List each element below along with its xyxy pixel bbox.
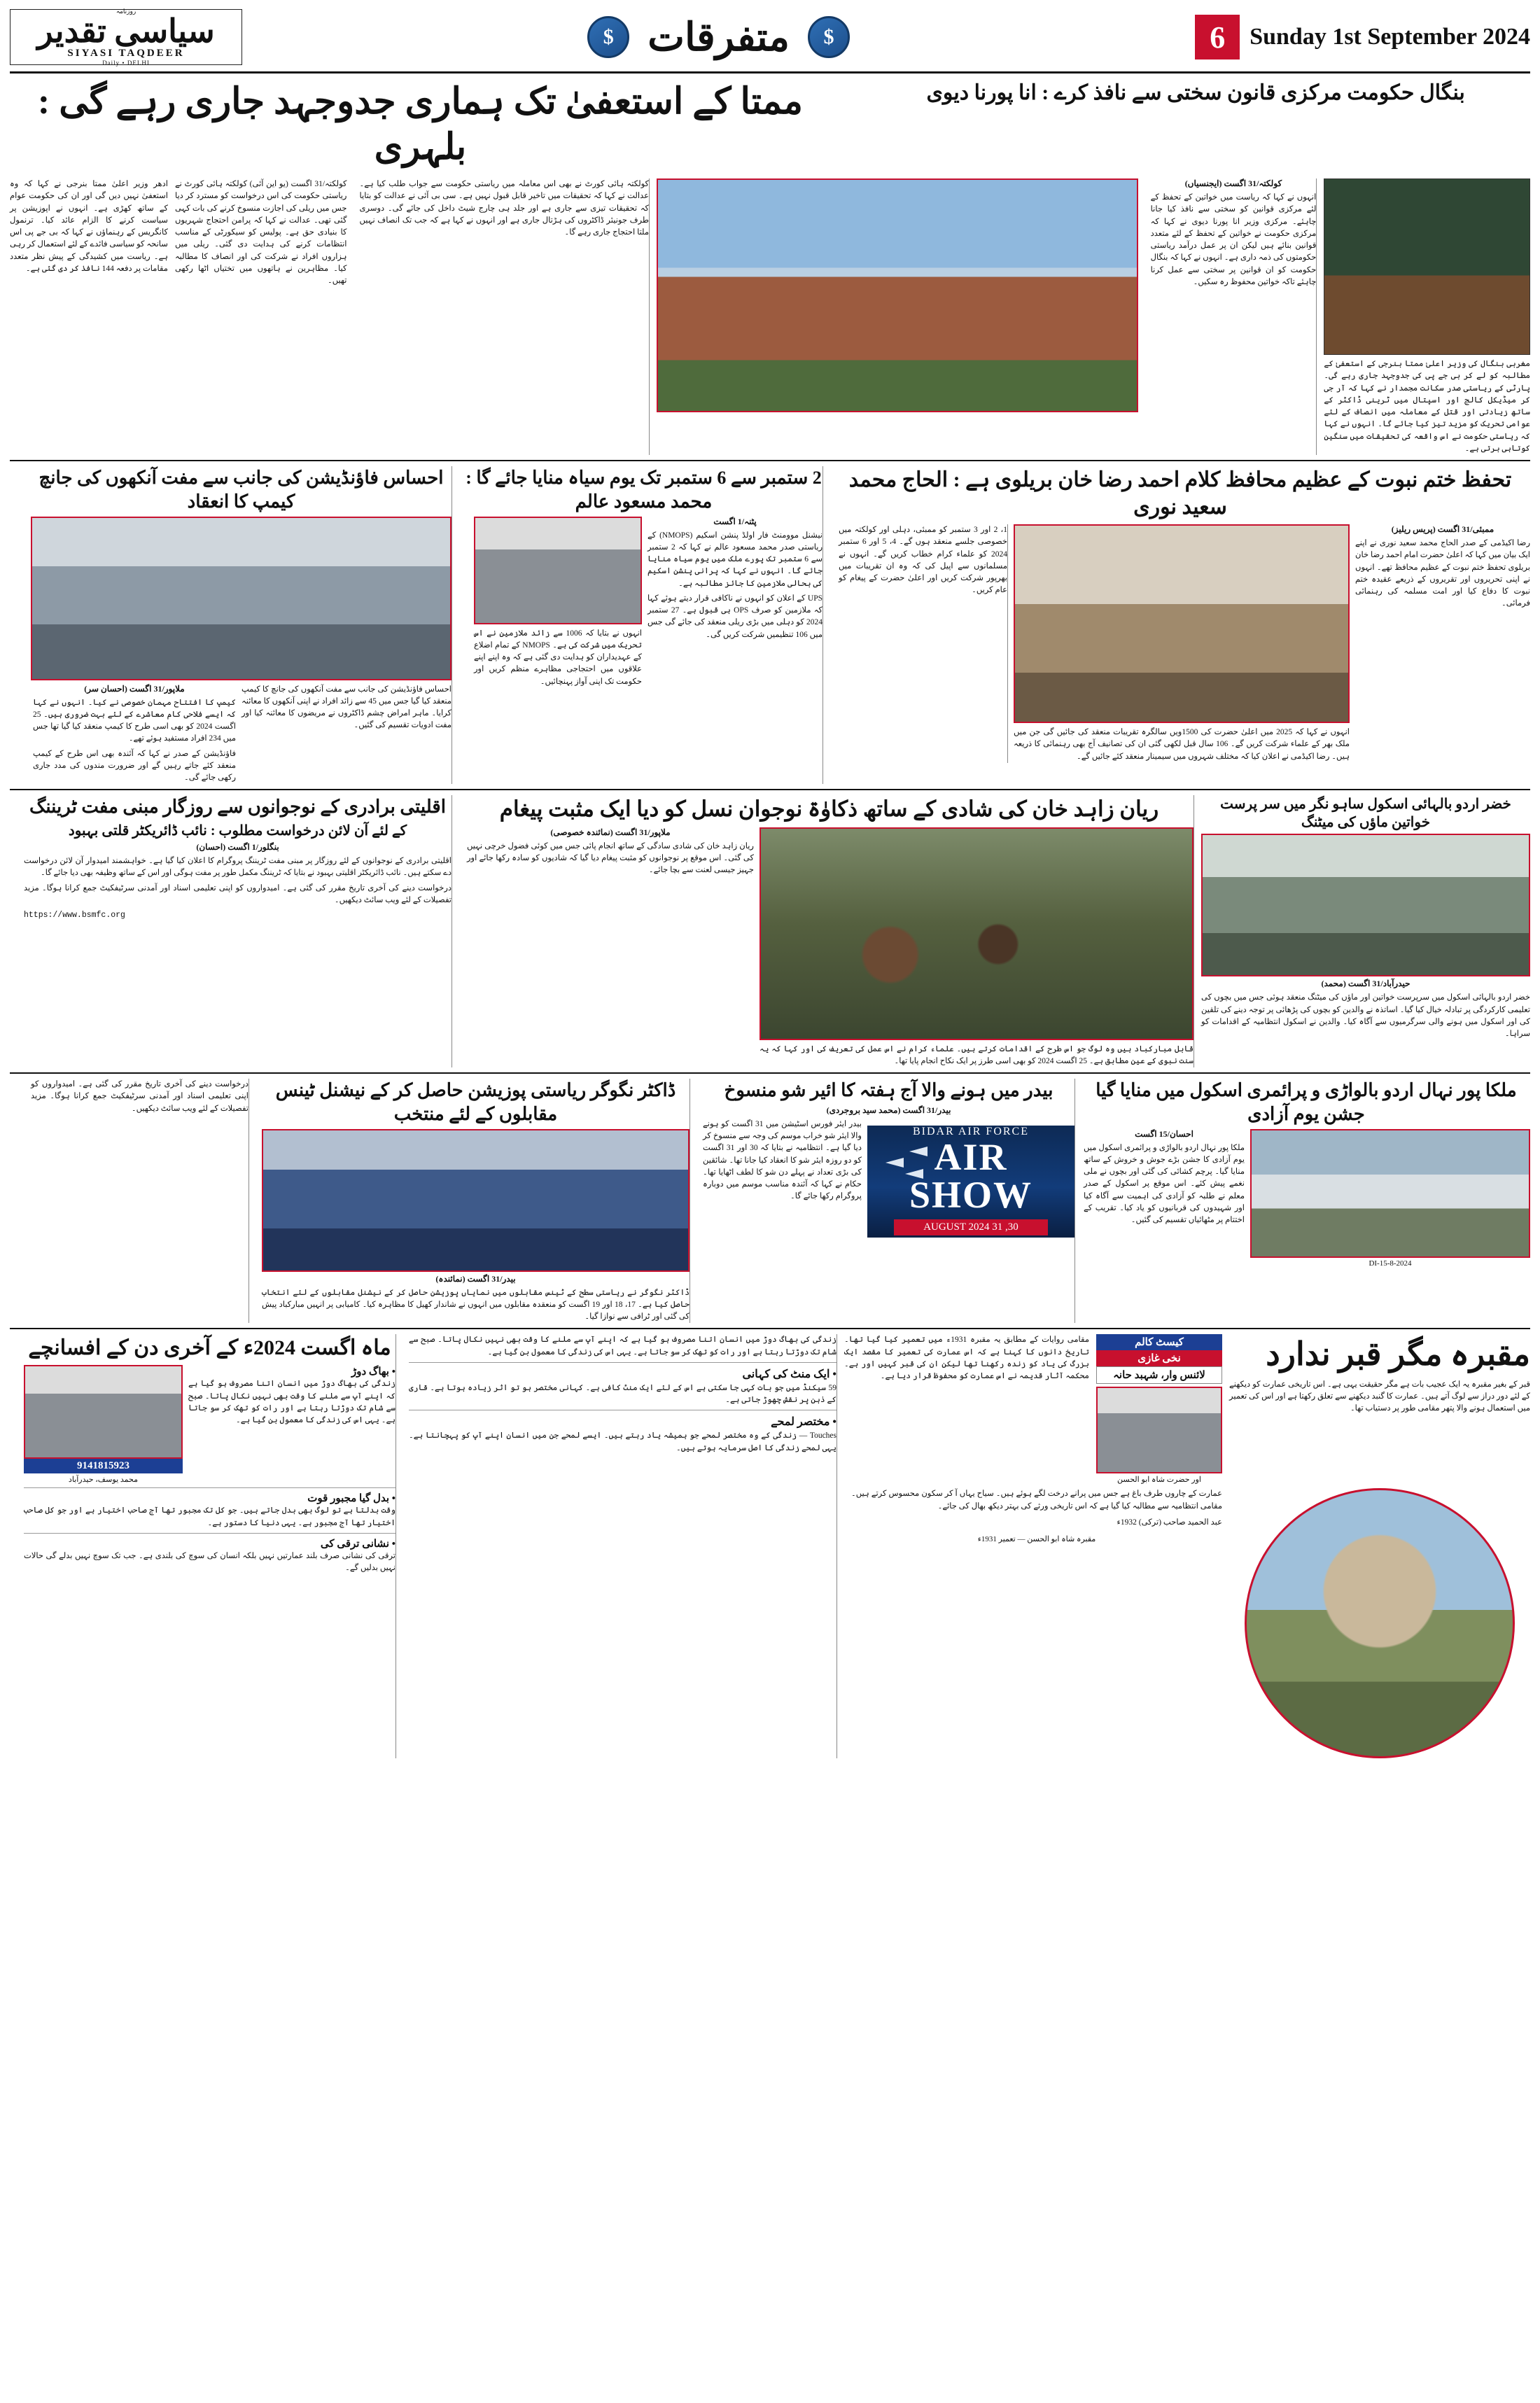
airshow-banner-sub: BIDAR AIR FORCE bbox=[912, 1125, 1029, 1137]
ehsaas-text-3: فاؤنڈیشن کے صدر نے کہا کہ آئندہ بھی اس طرح کے کیمپ منعقد کئے جاتے رہیں گے اور ضرورت مندوں کی مدد جاری رکھی جائے گی۔ bbox=[33, 749, 236, 783]
nikah-text-2: قابل مبارکباد ہیں وہ لوگ جو اس طرح کے اقدامات کرتے ہیں۔ علماء کرام نے اس عمل کی تعریف کی اور کہا کہ یہ سنت نبوی کے عین مطابق ہے۔ 25 اگست 2024 کو بھی اسی طرز پر ایک نکاح انجام پایا تھا۔ bbox=[760, 1044, 1194, 1065]
tomb-headline: مقبرہ مگر قبر ندارد bbox=[1266, 1336, 1530, 1373]
touches-item-1-title: • ایک منٹ کی کہانی bbox=[742, 1368, 836, 1380]
ehsaas-text-2: کیمپ کا افتتاح مہمان خصوصی نے کیا۔ انہوں نے کہا کہ ایسے فلاحی کام معاشرے کے لئے بہت ضروری ہیں۔ 25 اگست 2024 کو بھی اسی طرح کا کیمپ منعقد کیا گیا تھا جس میں 234 افراد مستفید ہوئے تھے۔ bbox=[33, 698, 236, 743]
breilvi-headline: تحفظ ختم نبوت کے عظیم محافظ کلام احمد رضا خان بریلوی ہے : الحاج محمد سعید نوری bbox=[848, 468, 1512, 519]
training-text-1: اقلیتی برادری کے نوجوانوں کے لئے روزگار پر مبنی مفت ٹریننگ پروگرام کا اعلان کیا گیا ہے۔ خواہشمند امیدوار آن لائن درخواست دے سکتے ہیں۔ نائب ڈائریکٹر اقلیتی بہبود نے بتایا کہ ٹریننگ مکمل طور پر مفت ہوگی اور اس کے ساتھ وظیفہ بھی دیا جائے گا۔ bbox=[24, 857, 451, 878]
tomb-text-1: قبر کے بغیر مقبرہ یہ ایک عجیب بات ہے مگر حقیقت یہی ہے۔ اس تاریخی عمارت کو دیکھنے کے لئے دور دراز سے لوگ آتے ہیں۔ عمارت کا گنبد دیکھنے سے تعلق رکھتا ہے اور اس کی تعمیر میں استعمال ہونے والا پتھر مقامی طور پر دستیاب تھا۔ bbox=[1229, 1380, 1530, 1413]
story-independence bbox=[1082, 1079, 1530, 1323]
column-tomb bbox=[844, 1334, 1530, 1758]
tennis-headline: ڈاکٹر نگوگر ریاستی پوزیشن حاصل کر کے نیشنل ٹینس مقابلوں کے لئے منتخب bbox=[275, 1080, 676, 1124]
tennis-text: ڈاکٹر نگوگر نے ریاستی سطح کے ٹینس مقابلوں میں نمایاں پوزیشن حاصل کر کے نیشنل مقابلوں کے لئے انتخاب حاصل کیا ہے۔ 17، 18 اور 19 اگست کو منعقدہ مقابلوں میں انہوں نے شاندار کھیل کا مظاہرہ کیا۔ کامیابی پر انہیں مبارکباد پیش کی گئی اور ٹرافی سے نوازا گیا۔ bbox=[262, 1288, 690, 1322]
ehsaas-text-1: احساس فاؤنڈیشن کی جانب سے مفت آنکھوں کی جانچ کا کیمپ منعقد کیا گیا جس میں 45 سے زائد افراد نے اپنی آنکھوں کا معائنہ کرایا۔ ماہر امراض چشم ڈاکٹروں نے مریضوں کا معائنہ کیا اور مفت ادویات تقسیم کی گئیں۔ bbox=[241, 685, 451, 730]
airshow-headline: بیدر میں ہونے والا آج ہفتہ کا ائیر شو منسوخ bbox=[724, 1080, 1054, 1101]
story-nikah bbox=[459, 795, 1194, 1067]
lead-text-1: مغربی بنگال کی وزیر اعلیٰ ممتا بنرجی کے استعفیٰ کے مطالبہ کو لے کر بی جے پی کی جدوجہد جاری رہے گی۔ پارٹی کے ریاستی صدر سکانت مجمدار نے کہا کہ آر جی کر میڈیکل کالج اور اسپتال میں ٹرینی ڈاکٹر کے ساتھ زیادتی اور قتل کے معاملہ میں انصاف کے لئے عوامی تحریک کو مزید تیز کیا جائے گا۔ انہوں نے کہا کہ ریاستی حکومت نے اس واقعہ کی تحقیقات میں سنگین کوتاہی برتی ہے۔ bbox=[1324, 360, 1530, 453]
school-meeting-photo bbox=[1201, 834, 1530, 976]
august-item-2-text: وقت بدلتا ہے تو لوگ بھی بدل جاتے ہیں۔ جو کل تک مجبور تھا آج صاحب اختیار ہے اور جو کل صاحب اختیار تھا آج مجبور ہے۔ یہی دنیا کا دستور ہے۔ bbox=[24, 1506, 396, 1527]
tomb-footer-note: عبد الحمید صاحب (ترکی) 1932ء bbox=[1116, 1518, 1222, 1527]
august-item-2-title: • بدل گیا مجبور قوت bbox=[307, 1493, 396, 1505]
story-nmops bbox=[459, 466, 823, 784]
lead-photo-left bbox=[1324, 178, 1530, 355]
band-four-spare-text: درخواست دینے کی آخری تاریخ مقرر کی گئی ہے۔ امیدواروں کو اپنی تعلیمی اسناد اور آمدنی سرٹیفکیٹ جمع کرانا ہوگا۔ مزید تفصیلات کے لئے ویب سائٹ دیکھیں۔ bbox=[31, 1080, 248, 1113]
nmops-text-1: نیشنل موومنٹ فار اولڈ پنشن اسکیم (NMOPS) کے ریاستی صدر محمد مسعود عالم نے کہا کہ 2 ستمبر سے 6 ستمبر تک پورے ملک میں یوم سیاہ منایا جائے گا۔ انہوں نے کہا کہ پرانی پنشن اسکیم کی بحالی ملازمین کا جائز مطالبہ ہے۔ bbox=[648, 531, 822, 588]
independence-photo bbox=[1250, 1129, 1530, 1258]
tomb-badge-line-3: لائنس وار، شہبد حانہ bbox=[1096, 1366, 1222, 1384]
august-author-name: محمد یوسف، حیدرآباد bbox=[68, 1476, 139, 1485]
lead-text-2: انہوں نے کہا کہ ریاست میں خواتین کے تحفظ کے لئے مرکزی قوانین کو سختی سے نافذ کیا جانا چاہئے۔ مرکزی وزیر انا پورنا دیوی نے کہا کہ مرکزی حکومت نے خواتین کے تحفظ کے لئے متعدد قوانین بنائے ہیں لیکن ان پر عمل درآمد ریاستی حکومتوں کی ذمہ داری ہے۔ انہوں نے کہا کہ بنگال حکومت کو ان قوانین پر سختی سے عمل کرنا چاہئے تاکہ خواتین محفوظ رہ سکیں۔ bbox=[1150, 193, 1317, 286]
training-website[interactable]: https://www.bsmfc.org bbox=[24, 911, 125, 920]
band-three bbox=[10, 795, 1530, 1067]
story-breilvi bbox=[830, 466, 1530, 784]
nmops-text-2: انہوں نے بتایا کہ 1006 سے زائد ملازمین نے اس تحریک میں شرکت کی ہے۔ NMOPS کے تمام اضلاع کے عہدیداران کو ہدایت دی گئی ہے کہ وہ اپنے اپنے علاقوں میں احتجاجی مظاہرے منظم کریں اور حکومت تک اپنی آواز پہنچائیں۔ bbox=[474, 629, 642, 686]
lead-text-5: ادھر وزیر اعلیٰ ممتا بنرجی نے کہا کہ وہ استعفیٰ نہیں دیں گی اور ان کی حکومت عوام کے ساتھ کھڑی ہے۔ انہوں نے اپوزیشن پر سیاست کرنے کا الزام عائد کیا۔ ترنمول کانگریس کے رہنماؤں نے کہا کہ بی جے پی اس سانحہ کو سیاسی فائدے کے لئے استعمال کر رہی ہے۔ ریاست میں کشیدگی کے پیش نظر متعدد مقامات پر دفعہ 144 نافذ کر دی گئی ہے۔ bbox=[10, 180, 168, 273]
lead-text-4: کولکتہ/31 اگست (یو این آئی) کولکتہ ہائی کورٹ نے ریاستی حکومت کی اس درخواست کو مسترد کر دیا جس میں ریلی کی اجازت منسوخ کرنے کی بات کہی گئی تھی۔ عدالت نے کہا کہ پرامن احتجاج شہریوں کا بنیادی حق ہے۔ پولیس کو سیکورٹی کے مناسب انتظامات کرنے کی ہدایت دی گئی۔ ریلی میں ہزاروں افراد نے شرکت کی اور انصاف کا مطالبہ کیا۔ مظاہرین نے ہاتھوں میں تختیاں اٹھا رکھی تھیں۔ bbox=[174, 180, 347, 285]
section-title-block bbox=[242, 15, 1195, 60]
nikah-byline: ملاپور/31 اگست (نمائندہ خصوصی) bbox=[550, 827, 671, 837]
breilvi-byline: ممبئی/31 اگست (پریس ریلیز) bbox=[1391, 524, 1494, 534]
august-item-1-title: • بھاگ دوڑ bbox=[351, 1366, 396, 1378]
training-text-2: درخواست دینے کی آخری تاریخ مقرر کی گئی ہے۔ امیدواروں کو اپنی تعلیمی اسناد اور آمدنی سرٹیفکیٹ جمع کرانا ہوگا۔ مزید تفصیلات کے لئے ویب سائٹ دیکھیں۔ bbox=[24, 883, 451, 904]
column-august bbox=[18, 1334, 396, 1758]
tomb-photo bbox=[1245, 1488, 1515, 1758]
story-training bbox=[18, 795, 452, 1067]
nikah-photo bbox=[760, 827, 1194, 1040]
tomb-badge-line-2: نخی غازی bbox=[1096, 1350, 1222, 1366]
independence-headline: ملکا پور نہال اردو بالواڑی و پرائمری اسکول میں منایا گیا جشن یوم آزادی bbox=[1096, 1080, 1517, 1124]
band-five bbox=[10, 1334, 1530, 1758]
breilvi-text-2: انہوں نے کہا کہ 2025 میں اعلیٰ حضرت کی 1500ویں سالگرہ تقریبات منعقد کی جائیں گی جن میں ملک بھر کے علماء شرکت کریں گے۔ 106 سال قبل لکھی گئی ان کی تصانیف آج بھی رہنمائی کا ذریعہ ہیں۔ رضا اکیڈمی نے اعلان کیا کہ مختلف شہروں میں سیمینار منعقد کئے جائیں گے۔ bbox=[1014, 728, 1350, 761]
story-ehsaas bbox=[25, 466, 452, 784]
touches-intro: زندگی کی بھاگ دوڑ میں انسان اتنا مصروف ہو گیا ہے کہ اپنے آپ سے ملنے کا وقت بھی نہیں نکال پاتا۔ صبح سے شام تک دوڑتا رہتا ہے اور رات کو تھک کر سو جاتا ہے۔ یہی اس کی زندگی کا معمول بن گیا ہے۔ bbox=[409, 1336, 836, 1357]
airshow-text: بیدر ایئر فورس اسٹیشن میں 31 اگست کو ہونے والا ایئر شو خراب موسم کی وجہ سے منسوخ کر دیا گیا ہے۔ انتظامیہ نے بتایا کہ 30 اور 31 اگست کو دو روزہ ایئر شو کا انعقاد کیا جانا تھا۔ شائقین کی بڑی تعداد نے پہلے دن شو کا لطف اٹھایا تھا۔ حکام نے کہا کہ آئندہ مناسب موسم میں دوبارہ پروگرام رکھا جائے گا۔ bbox=[703, 1119, 862, 1201]
nikah-text-1: ریان زاہد خان کی شادی سادگی کے ساتھ انجام پائی جس میں کوئی فضول خرچی نہیں کی گئی۔ اس موقع پر نوجوانوں کو مثبت پیغام دیا گیا کہ شادیوں کو سادہ رکھا جائے اور جہیز جیسی لعنت سے بچا جائے۔ bbox=[467, 841, 754, 875]
august-author-photo bbox=[24, 1365, 183, 1459]
lead-photo-center bbox=[657, 178, 1138, 412]
date-block bbox=[1195, 15, 1530, 59]
school-meeting-headline: خضر اردو بالہائی اسکول ساہو نگر میں سر پرست خواتین ماؤں کی میٹنگ bbox=[1220, 797, 1511, 831]
jet-icon-2 bbox=[905, 1169, 923, 1179]
tomb-author-caption: اور حضرت شاہ ابو الحسن bbox=[1117, 1476, 1201, 1485]
lead-headline: ممتا کے استعفیٰ تک ہماری جدوجہد جاری رہے گی : بلہری bbox=[37, 82, 803, 167]
touches-item-1-text: 59 سیکنڈ میں جو بات کہی جا سکتی ہے اس کے لئے ایک منٹ کافی ہے۔ کہانی مختصر ہو تو اثر زیادہ ہوتا ہے۔ قاری کے ذہن پر نقش چھوڑ جاتی ہے۔ bbox=[409, 1383, 836, 1405]
tomb-text-2: مقامی روایات کے مطابق یہ مقبرہ 1931ء میں تعمیر کیا گیا تھا۔ تاریخ دانوں کا کہنا ہے کہ اس عمارت کی تعمیر کا مقصد ایک بزرگ کی یاد کو زندہ رکھنا تھا لیکن ان کی قبر کہیں اور ہے۔ محکمہ آثار قدیمہ نے اس عمارت کو محفوظ قرار دیا ہے۔ bbox=[844, 1336, 1090, 1381]
ehsaas-photo bbox=[31, 517, 451, 680]
training-byline: بنگلور/1 اگست (احسان) bbox=[196, 842, 279, 853]
breilvi-text-3: 1، 2 اور 3 ستمبر کو ممبئی، دہلی اور کولکتہ میں خصوصی جلسے منعقد ہوں گے۔ 4، 5 اور 6 ستمبر 2024 کو علماء کرام خطاب کریں گے۔ انہوں نے مسلمانوں سے اپیل کی کہ وہ ان تقریبات میں بھرپور شرکت کریں اور اعلیٰ حضرت کے پیغام کو عام کریں۔ bbox=[839, 526, 1008, 595]
logo-city: Daily • DELHI bbox=[102, 59, 150, 66]
tennis-photo bbox=[262, 1129, 690, 1272]
august-author-phone: 9141815923 bbox=[24, 1459, 183, 1473]
tomb-text-3: عمارت کے چاروں طرف باغ ہے جس میں پرانے درخت لگے ہوئے ہیں۔ سیاح یہاں آ کر سکون محسوس کرتے ہیں۔ مقامی انتظامیہ سے مطالبہ کیا گیا ہے کہ اس تاریخی ورثے کی بہتر دیکھ بھال کی جائے۔ bbox=[851, 1490, 1222, 1511]
nmops-text-3: UPS کے اعلان کو انہوں نے ناکافی قرار دیتے ہوئے کہا کہ ملازمین کو صرف OPS ہی قبول ہے۔ 27 ستمبر 2024 کو دہلی میں بڑی ریلی منعقد کی جائے گی جس میں 106 تنظیمیں شرکت کریں گی۔ bbox=[648, 594, 822, 639]
breilvi-photo bbox=[1014, 524, 1350, 723]
column-touches bbox=[403, 1334, 837, 1758]
nmops-photo bbox=[474, 517, 642, 624]
coin-icon-left: $ bbox=[808, 16, 850, 58]
jet-icon-1 bbox=[886, 1158, 904, 1168]
touches-item-2-text: Touches — زندگی کے وہ مختصر لمحے جو ہمیشہ یاد رہتے ہیں۔ ایسے لمحے جن میں انسان اپنے آپ کو پہچانتا ہے۔ یہی لمحے زندگی کا اصل سرمایہ ہوتے ہیں۔ bbox=[409, 1431, 837, 1452]
band-four-spare bbox=[25, 1079, 249, 1323]
band-four bbox=[10, 1079, 1530, 1323]
airshow-banner-date: 30, 31 AUGUST 2024 bbox=[894, 1219, 1047, 1235]
tennis-byline: بیدر/31 اگست (نمائندہ) bbox=[435, 1273, 516, 1284]
august-item-3-text: ترقی کی نشانی صرف بلند عمارتیں نہیں بلکہ انسان کی سوچ کی بلندی ہے۔ جب تک سوچ نہیں بدلے گی حالات نہیں بدلیں گے۔ bbox=[24, 1551, 396, 1573]
airshow-banner bbox=[867, 1126, 1074, 1238]
page-number: 6 bbox=[1195, 15, 1240, 59]
lead-story bbox=[10, 79, 1530, 455]
breilvi-text-1: رضا اکیڈمی کے صدر الحاج محمد سعید نوری نے اپنے ایک بیان میں کہا کہ اعلیٰ حضرت امام احمد رضا خان بریلوی تحفظ ختم نبوت کے عظیم محافظ تھے۔ انہوں نے اپنی تحریروں اور تقریروں کے ذریعے عقیدہ ختم نبوت کا دفاع کیا اور امت مسلمہ کی رہنمائی فرمائی۔ bbox=[1355, 539, 1530, 608]
august-item-3-title: • نشانی ترقی کی bbox=[320, 1538, 396, 1550]
nikah-headline: ریان زاہد خان کی شادی کے ساتھ ذکاوٰۃ نوجوان نسل کو دیا ایک مثبت پیغام bbox=[499, 797, 1159, 822]
touches-item-2-title: • مختصر لمحے bbox=[771, 1416, 836, 1429]
training-headline: اقلیتی برادری کے نوجوانوں سے روزگار مبنی مفت ٹریننگ bbox=[29, 797, 446, 818]
ehsaas-byline: ملاپور/31 اگست (احسان سر) bbox=[84, 683, 185, 694]
tomb-guest-badge bbox=[1096, 1334, 1222, 1384]
tomb-author-photo bbox=[1096, 1387, 1222, 1473]
newspaper-logo bbox=[10, 9, 242, 65]
ehsaas-headline: احساس فاؤنڈیشن کی جانب سے مفت آنکھوں کی جانچ کیمپ کا انعقاد bbox=[38, 468, 444, 512]
independence-photo-caption: DI-15-8-2024 bbox=[1368, 1259, 1412, 1268]
training-subhead: کے لئے آن لائن درخواست مطلوب : نائب ڈائریکٹر قلتی بہبود bbox=[68, 823, 407, 839]
lead-sub-headline: بنگال حکومت مرکزی قانون سختی سے نافذ کرے : انا پورنا دیوی bbox=[926, 81, 1465, 104]
lead-text-3: کولکتہ ہائی کورٹ نے بھی اس معاملہ میں ریاستی حکومت سے جواب طلب کیا ہے۔ عدالت نے کہا کہ تحقیقات میں تاخیر قابل قبول نہیں ہے۔ سی بی آئی نے عدالت کو بتایا کہ تحقیقات تیزی سے جاری ہے اور جلد ہی چارج شیٹ داخل کی جائے گی۔ دوسری طرف جونیئر ڈاکٹروں کی ہڑتال جاری ہے اور انہوں نے کہا ہے کہ جب تک انصاف نہیں ملتا احتجاج جاری رہے گا۔ bbox=[359, 180, 650, 237]
airshow-banner-main: AIR SHOW bbox=[909, 1135, 1032, 1216]
coin-icon-right: $ bbox=[587, 16, 629, 58]
story-airshow bbox=[697, 1079, 1075, 1323]
story-tennis bbox=[256, 1079, 690, 1323]
tomb-badge-line-1: کیسٹ کالم bbox=[1096, 1334, 1222, 1350]
nmops-byline: پٹنہ/1 اگست bbox=[713, 516, 757, 526]
band-two bbox=[10, 466, 1530, 784]
logo-latin-title: SIYASI TAQDEER bbox=[67, 48, 185, 59]
airshow-byline: بیدر/31 اگست (محمد سید بروجردی) bbox=[826, 1105, 951, 1115]
tomb-photo-caption: مقبرہ شاہ ابو الحسن — تعمیر 1931ء bbox=[977, 1535, 1096, 1544]
august-item-1-text: زندگی کی بھاگ دوڑ میں انسان اتنا مصروف ہو گیا ہے کہ اپنے آپ سے ملنے کا وقت بھی نہیں نکال پاتا۔ صبح سے شام تک دوڑتا رہتا ہے اور رات کو تھک کر سو جاتا ہے۔ یہی اس کی زندگی کا معمول بن گیا ہے۔ bbox=[188, 1380, 396, 1425]
masthead bbox=[10, 7, 1530, 73]
lead-byline: کولکتہ/31 اگست (ایجنسیاں) bbox=[1184, 178, 1282, 188]
school-meeting-byline: حیدرآباد/31 اگست (محمد) bbox=[1321, 979, 1410, 989]
school-meeting-text: خضر اردو بالہائی اسکول میں سرپرست خواتین اور ماؤں کی میٹنگ منعقد ہوئی جس میں بچوں کی تعلیمی کارکردگی پر تبادلہ خیال کیا گیا۔ اساتذہ نے والدین کو بچوں کی پڑھائی پر توجہ دینے کی تلقین کی اور اسکول میں ہونے والی سرگرمیوں سے آگاہ کیا۔ والدین نے اسکول انتظامیہ کے اقدامات کو سراہا۔ bbox=[1201, 993, 1530, 1039]
story-school-meeting bbox=[1201, 795, 1530, 1067]
jet-icon-3 bbox=[909, 1147, 927, 1156]
august-headline: ماہ اگست 2024ء کے آخری دن کے افسانچے bbox=[28, 1336, 391, 1360]
logo-top-tiny: روزنامہ bbox=[115, 8, 136, 15]
nmops-headline: 2 ستمبر سے 6 ستمبر تک یوم سیاہ منایا جائے گا : محمد مسعود عالم bbox=[465, 468, 822, 512]
section-title: متفرقات bbox=[648, 15, 790, 59]
independence-text: ملکا پور نہال اردو بالواڑی و پرائمری اسکول میں یوم آزادی کا جشن بڑے جوش و خروش کے ساتھ منایا گیا۔ پرچم کشائی کی گئی اور بچوں نے ملی نغمے پیش کئے۔ اس موقع پر اسکول کے صدر معلم نے طلبہ کو آزادی کی اہمیت سے آگاہ کیا اور شہیدوں کی قربانیوں کو یاد کیا۔ تقریب کے اختتام پر مٹھائیاں تقسیم کی گئیں۔ bbox=[1084, 1143, 1245, 1225]
logo-urdu-title: سیاسی تقدیر bbox=[37, 13, 215, 49]
issue-date: Sunday 1st September 2024 bbox=[1250, 24, 1530, 50]
independence-byline: احسان/15 اگست bbox=[1135, 1128, 1194, 1139]
